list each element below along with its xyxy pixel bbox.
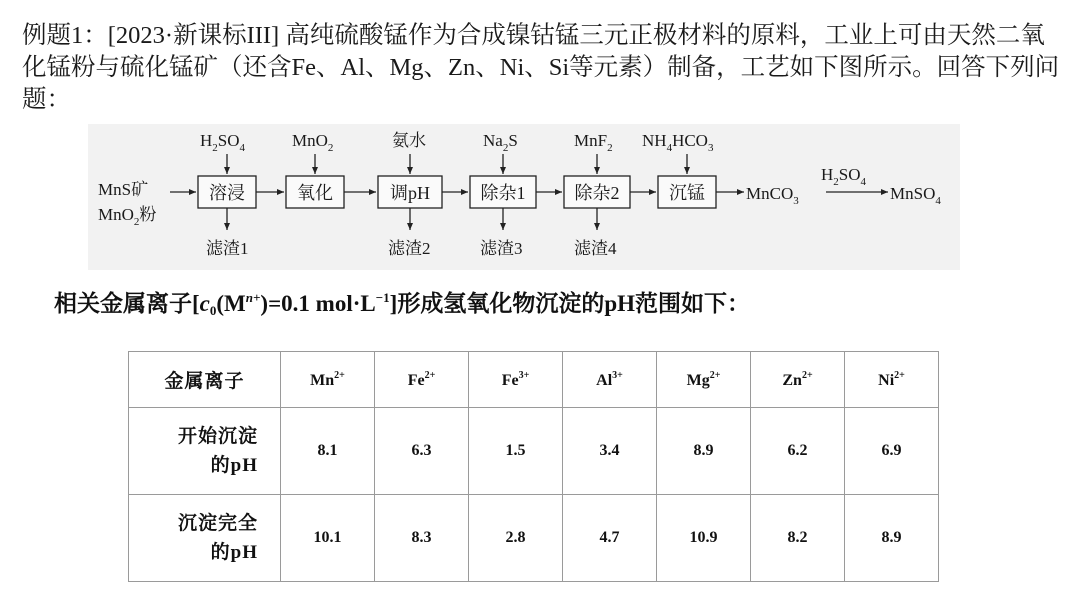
step-box-4	[470, 176, 536, 208]
problem-statement: 例题1：[2023·新课标III] 高纯硫酸锰作为合成镍钴锰三元正极材料的原料，工业上可由天然二氧化锰粉与硫化锰矿（还含Fe、Al、Mg、Zn、Ni、Si等元素）制备，工艺如下图所示。回答下列问题：	[22, 22, 1060, 113]
step-box-2	[286, 176, 344, 208]
table-cell: 6.3	[375, 408, 469, 495]
table-cell: 8.9	[657, 408, 751, 495]
step-box-1	[198, 176, 256, 208]
table-row	[129, 495, 939, 582]
table-row	[129, 408, 939, 495]
step-label: 氧化	[297, 183, 333, 203]
residue-4: 滤渣4	[574, 239, 617, 258]
reagent-mno2: MnO$_2$	[292, 131, 334, 154]
raw-material-line2: MnO$_2$粉	[98, 205, 157, 228]
table-cell: 8.3	[375, 495, 469, 582]
product-mnso4: MnSO$_4$	[890, 184, 941, 207]
flowchart-diagram	[88, 124, 960, 270]
column-header-ion: $Mg^{2+}$	[657, 352, 751, 408]
table-cell: 2.8	[469, 495, 563, 582]
step-box-6	[658, 176, 716, 208]
table-cell: 6.2	[751, 408, 845, 495]
column-header-ion: $Ni^{2+}$	[845, 352, 939, 408]
row-header-complete-precipitation: 沉淀完全 的pH	[129, 495, 281, 582]
step-label: 除杂1	[480, 183, 526, 203]
column-header-ion: $Mn^{2+}$	[281, 352, 375, 408]
reagent-na2s: $Na_2S$	[483, 131, 518, 154]
column-header-metal-ion: 金属离子	[129, 352, 281, 408]
step-label: 沉锰	[669, 183, 705, 203]
arrow-reagent-h2so4: $H_2SO_4$	[821, 165, 867, 188]
table-cell: 1.5	[469, 408, 563, 495]
reagent-h2so4: $H_2SO_4$	[200, 131, 246, 154]
step-box-3	[378, 176, 442, 208]
step-label: 调pH	[390, 183, 430, 203]
residue-3: 滤渣3	[480, 239, 523, 258]
table-cell: 8.9	[845, 495, 939, 582]
table-cell: 10.9	[657, 495, 751, 582]
row-header-start-precipitation: 开始沉淀 的pH	[129, 408, 281, 495]
process-flowchart	[88, 124, 960, 270]
step-label: 溶浸	[209, 183, 245, 203]
column-header-ion: $Zn^{2+}$	[751, 352, 845, 408]
table-cell: 4.7	[563, 495, 657, 582]
column-header-ion: $Al^{3+}$	[563, 352, 657, 408]
residue-1: 滤渣1	[206, 239, 249, 258]
column-header-ion: $Fe^{3+}$	[469, 352, 563, 408]
ph-range-table	[128, 351, 939, 582]
reagent-mnf2: MnF$_2$	[574, 131, 613, 154]
residue-2: 滤渣2	[388, 239, 431, 258]
table-caption: 相关金属离子[$c_0(M^{n+})=0.1$ $mol\cdot L^{-1}$]形成氢氧化物沉淀的pH范围如下：	[54, 290, 750, 318]
step-box-5	[564, 176, 630, 208]
table-cell: 3.4	[563, 408, 657, 495]
table-cell: 6.9	[845, 408, 939, 495]
table-cell: 8.1	[281, 408, 375, 495]
table-header-row	[129, 352, 939, 408]
step-label: 除杂2	[574, 183, 620, 203]
table-cell: 8.2	[751, 495, 845, 582]
reagent-nh4hco3: $NH_4HCO_3$	[642, 131, 714, 154]
table-cell: 10.1	[281, 495, 375, 582]
raw-material-line1: MnS矿	[98, 180, 149, 199]
product-mnco3: MnCO$_3$	[746, 184, 799, 207]
column-header-ion: $Fe^{2+}$	[375, 352, 469, 408]
reagent-ammonia: 氨水	[392, 131, 426, 150]
